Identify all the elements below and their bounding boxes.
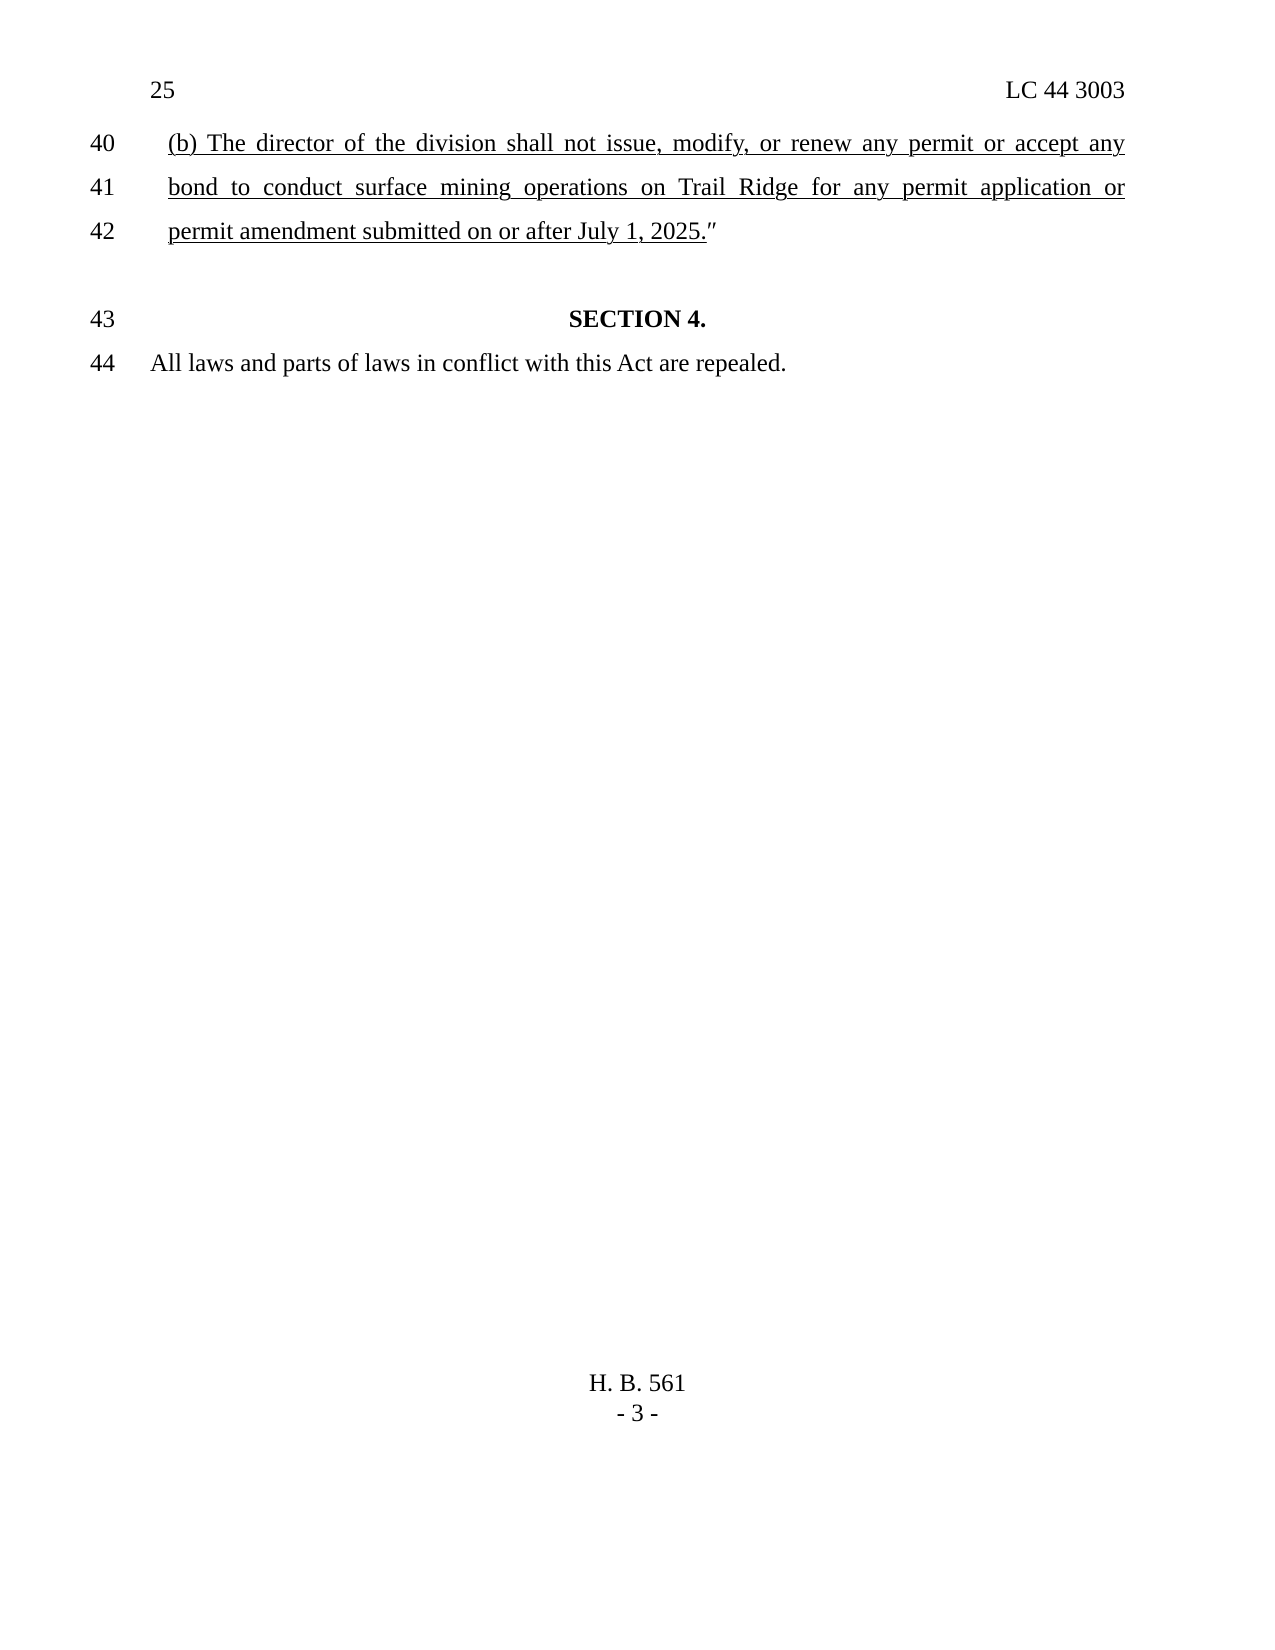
- line-number: 40: [90, 130, 115, 157]
- section-heading: SECTION 4.: [568, 306, 707, 333]
- text-line-44: [0, 347, 1275, 381]
- line-text: bond to conduct surface mining operations on Trail Ridge for any permit application or: [168, 174, 1125, 201]
- text-line-41: [0, 171, 1275, 205]
- text-line-42: [0, 215, 1275, 249]
- line-text: All laws and parts of laws in conflict with this Act are repealed.: [150, 350, 787, 377]
- line-number: 43: [90, 306, 115, 333]
- footer-page-number: - 3 -: [616, 1400, 659, 1427]
- line-text: (b) The director of the division shall not issue, modify, or renew any permit or accept any: [168, 130, 1125, 157]
- header-doc-code: LC 44 3003: [1005, 77, 1125, 104]
- line-text: permit amendment submitted on or after July 1, 2025.: [168, 218, 707, 245]
- line-number: 44: [90, 350, 115, 377]
- footer-bill-number: H. B. 561: [588, 1370, 687, 1397]
- text-line-40: [0, 127, 1275, 161]
- line-number: 41: [90, 174, 115, 201]
- text-line-43: [0, 303, 1275, 337]
- header-page-label: 25: [150, 77, 175, 104]
- closing-quote: ″: [706, 218, 718, 245]
- line-text-wrapper: [168, 215, 1125, 249]
- line-number: 42: [90, 218, 115, 245]
